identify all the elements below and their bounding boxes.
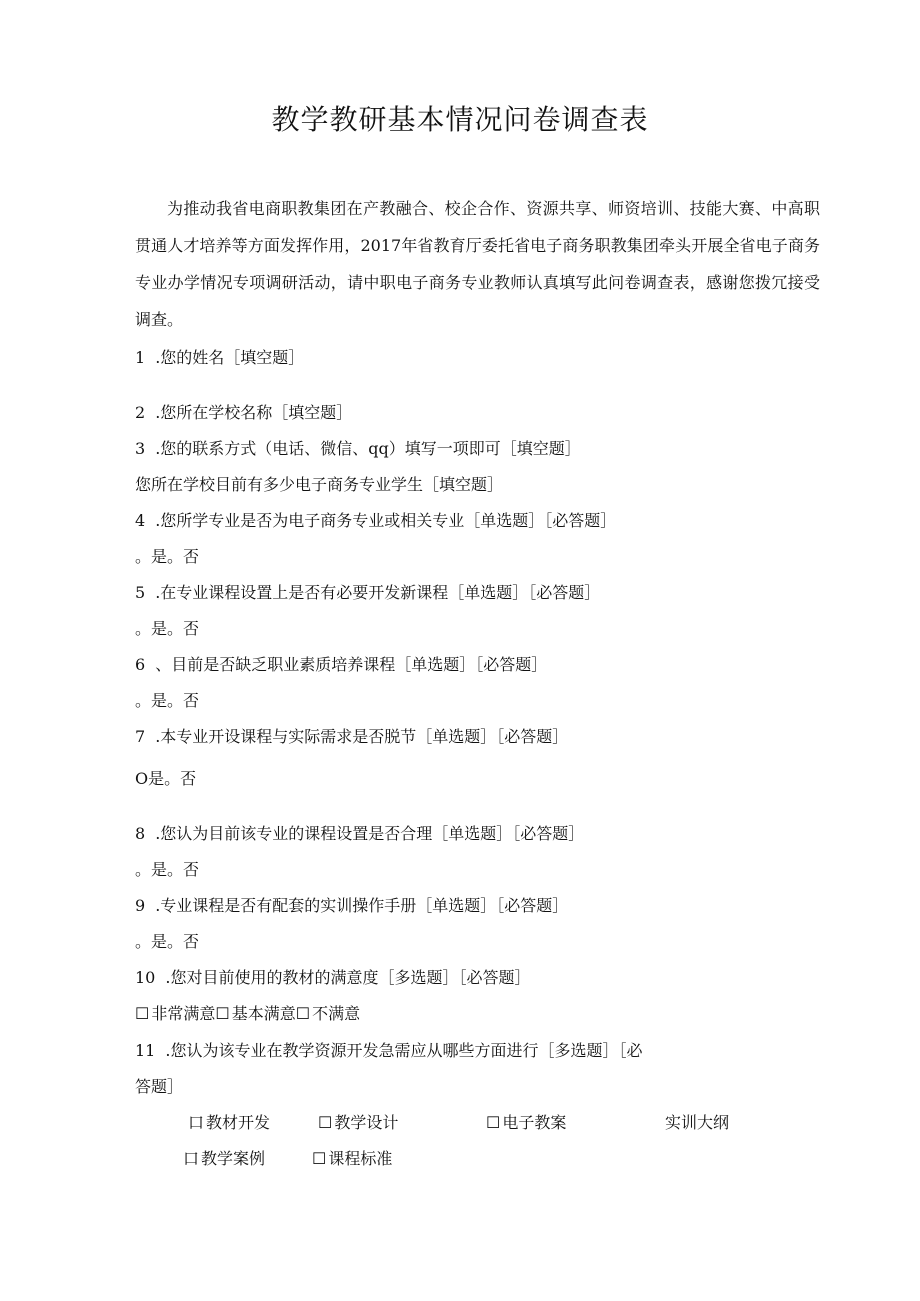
option-e-lesson-plan — [486, 1111, 566, 1135]
question-9-options: 。是。否 — [135, 932, 200, 951]
question-1 — [135, 346, 304, 370]
question-text: .您的姓名［填空题］ — [155, 348, 305, 367]
checkbox-icon: ☐ — [486, 1113, 501, 1132]
question-number: 11 — [135, 1041, 156, 1060]
option-label: 实训大纲 — [665, 1113, 730, 1132]
question-number: 8 — [135, 824, 146, 843]
checkbox-icon: 口 — [183, 1149, 200, 1168]
question-text: 您所在学校目前有多少电子商务专业学生［填空题］ — [135, 475, 504, 494]
option-course-standards — [312, 1147, 392, 1171]
question-number: 2 — [135, 403, 146, 422]
question-6-options: 。是。否 — [135, 691, 200, 710]
question-text: .您对目前使用的教材的满意度［多选题］［必答题］ — [165, 968, 531, 987]
checkbox-icon: ☐ — [318, 1113, 333, 1132]
option-label: 电子教案 — [502, 1113, 567, 1132]
option-training-outline — [665, 1111, 729, 1135]
question-number: 3 — [135, 439, 146, 458]
question-text: .您认为目前该专业的课程设置是否合理［单选题］［必答题］ — [155, 824, 585, 843]
question-10-options — [135, 1002, 360, 1026]
option-label: 教学设计 — [334, 1113, 399, 1132]
question-text: .专业课程是否有配套的实训操作手册［单选题］［必答题］ — [155, 896, 569, 915]
question-7-options: O是。否 — [135, 769, 197, 788]
question-number: 1 — [135, 348, 146, 367]
question-9 — [135, 894, 568, 918]
question-text: .在专业课程设置上是否有必要开发新课程［单选题］［必答题］ — [155, 583, 601, 602]
question-text: 、目前是否缺乏职业素质培养课程［单选题］［必答题］ — [155, 655, 548, 674]
question-3 — [135, 437, 581, 461]
option-label: 非常满意 — [151, 1004, 216, 1023]
question-number: 9 — [135, 896, 146, 915]
question-text: .本专业开设课程与实际需求是否脱节［单选题］［必答题］ — [155, 727, 569, 746]
question-5-options: 。是。否 — [135, 619, 200, 638]
option-label: 不满意 — [312, 1004, 361, 1023]
question-10 — [135, 966, 530, 990]
question-8-options: 。是。否 — [135, 860, 200, 879]
question-number: 4 — [135, 511, 146, 530]
question-2 — [135, 401, 352, 425]
question-7 — [135, 725, 568, 749]
option-label: 基本满意 — [231, 1004, 296, 1023]
checkbox-icon: ☐ — [312, 1149, 327, 1168]
intro-paragraph: 为推动我省电商职教集团在产教融合、校企合作、资源共享、师资培训、技能大赛、中高职贯通人才培养等方面发挥作用，2017年省教育厅委托省电子商务职教集团牵头开展全省电子商务专业办学情况专项调研活动，请中职电子商务专业教师认真填写此问卷调查表，感谢您拨冗接受调查。 — [135, 199, 820, 329]
option-label: 教学案例 — [201, 1149, 266, 1168]
checkbox-icon: 口 — [188, 1113, 205, 1132]
question-number: 7 — [135, 727, 146, 746]
question-text: .您认为该专业在教学资源开发急需应从哪些方面进行［多选题］［必 — [165, 1041, 643, 1060]
option-teaching-design — [318, 1111, 398, 1135]
question-3b — [135, 473, 503, 497]
option-textbook — [188, 1111, 270, 1135]
option-label: 课程标准 — [328, 1149, 393, 1168]
question-4-options: 。是。否 — [135, 547, 200, 566]
question-11-continued: 答题］ — [135, 1077, 184, 1096]
question-5 — [135, 581, 600, 605]
question-6 — [135, 653, 547, 677]
option-label: 教材开发 — [206, 1113, 271, 1132]
question-number: 5 — [135, 583, 146, 602]
question-text: .您所学专业是否为电子商务专业或相关专业［单选题］［必答题］ — [155, 511, 617, 530]
question-text: .您所在学校名称［填空题］ — [155, 403, 353, 422]
question-number: 10 — [135, 968, 156, 987]
checkbox-icon: ☐ — [215, 1004, 230, 1023]
question-11 — [135, 1039, 642, 1063]
document-title: 教学教研基本情况问卷调查表 — [271, 103, 649, 136]
question-number: 6 — [135, 655, 146, 674]
question-4 — [135, 509, 616, 533]
question-text: .您的联系方式（电话、微信、qq）填写一项即可［填空题］ — [155, 439, 581, 458]
option-teaching-cases — [183, 1147, 265, 1171]
question-8 — [135, 822, 584, 846]
checkbox-icon: ☐ — [295, 1004, 311, 1023]
checkbox-icon: ☐ — [135, 1004, 150, 1023]
